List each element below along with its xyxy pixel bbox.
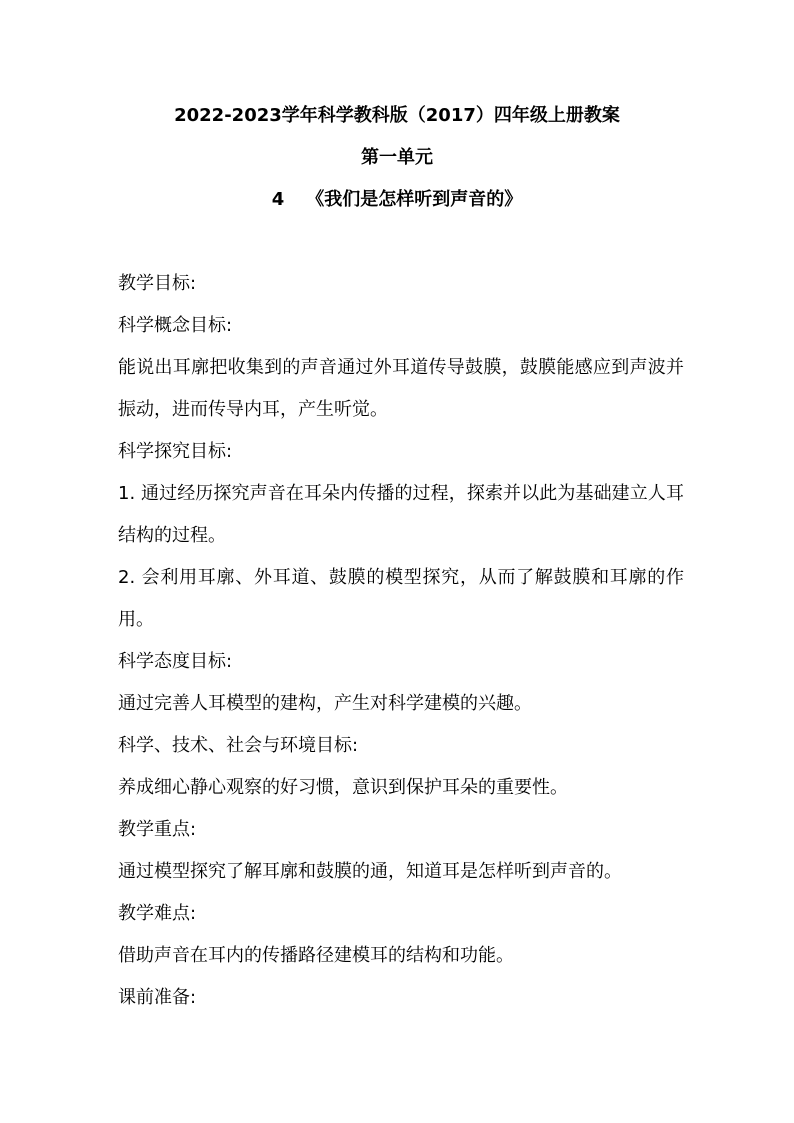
- lesson-title: 《我们是怎样听到声音的》: [306, 189, 523, 210]
- subheading-attitude-goals: 科学态度目标:: [118, 651, 233, 672]
- paragraph-concept-goals: 能说出耳廓把收集到的声音通过外耳道传导鼓膜，鼓膜能感应到声波并振动，进而传导内耳，产生听觉。: [118, 357, 684, 420]
- paragraph-inquiry-goal-1: 1. 通过经历探究声音在耳朵内传播的过程，探索并以此为基础建立人耳结构的过程。: [118, 483, 684, 546]
- paragraph-inquiry-goal-2: 2. 会利用耳廓、外耳道、鼓膜的模型探究，从而了解鼓膜和耳廓的作用。: [118, 567, 684, 630]
- unit-heading: 第一单元: [361, 147, 433, 168]
- subheading-stse-goals: 科学、技术、社会与环境目标:: [118, 735, 359, 756]
- document-title: 2022-2023学年科学教科版（2017）四年级上册教案: [174, 105, 620, 126]
- section-heading-teaching-goals: 教学目标:: [118, 273, 197, 294]
- document-body: [118, 263, 684, 1019]
- section-heading-key-points: 教学重点:: [118, 819, 197, 840]
- subheading-inquiry-goals: 科学探究目标:: [118, 441, 233, 462]
- paragraph-stse-goals: 养成细心静心观察的好习惯，意识到保护耳朵的重要性。: [118, 777, 568, 798]
- lesson-number: 4: [271, 189, 285, 210]
- section-heading-preparation: 课前准备:: [118, 987, 197, 1008]
- subheading-concept-goals: 科学概念目标:: [118, 315, 233, 336]
- paragraph-attitude-goals: 通过完善人耳模型的建构，产生对科学建模的兴趣。: [118, 693, 532, 714]
- section-heading-difficulties: 教学难点:: [118, 903, 197, 924]
- paragraph-key-points: 通过模型探究了解耳廓和鼓膜的通，知道耳是怎样听到声音的。: [118, 861, 622, 882]
- paragraph-difficulties: 借助声音在耳内的传播路径建模耳的结构和功能。: [118, 945, 514, 966]
- lesson-heading: [0, 188, 794, 212]
